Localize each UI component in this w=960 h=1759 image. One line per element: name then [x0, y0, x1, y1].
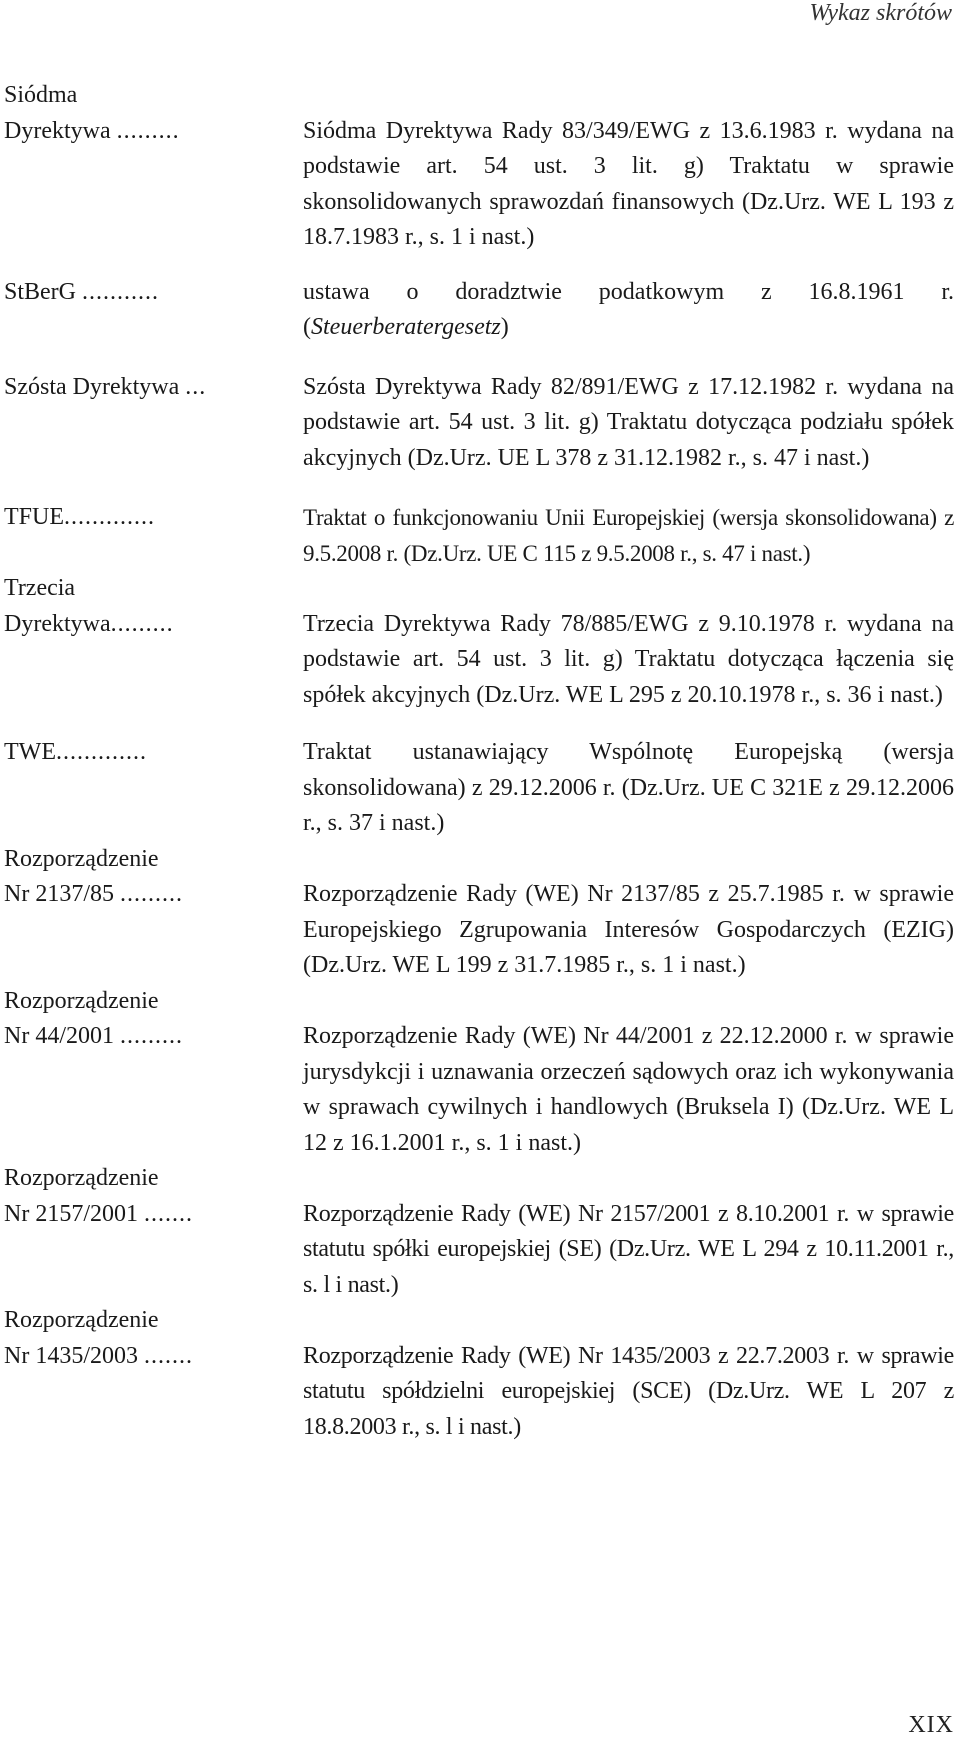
list-item — [4, 370, 954, 477]
leader-dots: ....... — [144, 1200, 193, 1227]
list-item — [4, 1303, 954, 1445]
abbreviation-line: Nr 2137/85 — [4, 881, 114, 907]
leader-dots: ......... — [110, 610, 174, 637]
abbreviation-definition — [303, 842, 954, 984]
abbreviation-term — [4, 370, 303, 477]
abbreviation-term — [4, 500, 303, 571]
definition-text: ) — [500, 314, 509, 340]
list-item — [4, 1161, 954, 1303]
abbreviation-line: Rozporządzenie — [4, 1307, 159, 1333]
definition-text: Traktat ustanawiający Wspólnotę Europejską (wersja skonsolidowana) z 29.12.2006 r. (Dz.Urz. UE C 321E z 29.12.2006 r., s. 37 i nast.) — [303, 739, 954, 836]
abbreviation-term — [4, 984, 303, 1162]
abbreviation-line: Nr 44/2001 — [4, 1023, 114, 1049]
abbreviation-definition — [303, 735, 954, 842]
abbreviation-definition — [303, 275, 954, 346]
definition-text: Rozporządzenie Rady (WE) Nr 2157/2001 z 8.10.2001 r. w sprawie statutu spółki europejskiej (SE) (Dz.Urz. WE L 294 z 10.11.2001 r., s. l i nast.) — [303, 1200, 954, 1298]
leader-dots: ............. — [55, 739, 147, 765]
abbreviation-term — [4, 78, 303, 256]
abbreviation-term — [4, 842, 303, 984]
definition-text: Rozporządzenie Rady (WE) Nr 44/2001 z 22.12.2000 r. w sprawie jurysdykcji i uznawania orzeczeń sądowych oraz ich wykonywania w sprawach cywilnych i handlowych (Bruksela I) (Dz.Urz. WE L 12 z 16.1.2001 r., s. 1 i nast.) — [303, 1023, 954, 1156]
list-item — [4, 78, 954, 256]
abbreviation-line: Dyrektywa — [4, 117, 111, 144]
abbreviation-line: StBerG — [4, 278, 76, 305]
list-item — [4, 571, 954, 713]
abbreviation-line: TWE — [4, 739, 56, 765]
leader-dots: ... — [185, 373, 207, 400]
definition-text: Trzecia Dyrektywa Rady 78/885/EWG z 9.10.1978 r. wydana na podstawie art. 54 ust. 3 lit. g) Traktatu dotycząca łączenia się spółek akcyjnych (Dz.Urz. WE L 295 z 20.10.1978 r., s. 36 i nast.) — [303, 610, 954, 708]
abbreviation-line: Nr 2157/2001 — [4, 1200, 138, 1227]
abbreviation-line: TFUE — [4, 504, 64, 530]
list-item — [4, 842, 954, 984]
definition-text: Traktat o funkcjonowaniu Unii Europejskiej (wersja skonsolidowana) z 9.5.2008 r. (Dz.Urz. UE C 115 z 9.5.2008 r., s. 47 i nast.) — [303, 505, 954, 566]
running-header: Wykaz skrótów — [809, 0, 952, 26]
list-item — [4, 500, 954, 571]
definition-text: Szósta Dyrektywa Rady 82/891/EWG z 17.12.1982 r. wydana na podstawie art. 54 ust. 3 lit. g) Traktatu dotycząca podziału spółek akcyjnych (Dz.Urz. UE L 378 z 31.12.1982 r., s. 47 i nast.) — [303, 373, 954, 471]
abbreviation-line: Rozporządzenie — [4, 845, 159, 872]
abbreviation-line: Szósta Dyrektywa — [4, 373, 180, 400]
abbreviation-definition — [303, 571, 954, 713]
abbreviation-definition — [303, 984, 954, 1162]
leader-dots: ......... — [120, 1023, 183, 1049]
abbreviation-line: Rozporządzenie — [4, 1165, 159, 1191]
abbreviation-definition — [303, 78, 954, 256]
list-item — [4, 984, 954, 1162]
leader-dots: ......... — [116, 117, 180, 144]
abbreviation-list — [4, 78, 954, 1445]
definition-italic-text: Steuerberatergesetz — [311, 314, 501, 340]
abbreviation-line: Dyrektywa — [4, 610, 111, 637]
abbreviation-term — [4, 1161, 303, 1303]
abbreviation-line: Nr 1435/2003 — [4, 1342, 138, 1369]
leader-dots: ............. — [64, 504, 155, 530]
abbreviation-definition — [303, 1161, 954, 1303]
abbreviation-line: Siódma — [4, 82, 78, 108]
definition-text: Rozporządzenie Rady (WE) Nr 2137/85 z 25.7.1985 r. w sprawie Europejskiego Zgrupowania Interesów Gospodarczych (EZIG) (Dz.Urz. WE L 199 z 31.7.1985 r., s. 1 i nast.) — [303, 881, 954, 978]
list-item — [4, 275, 954, 346]
abbreviation-definition — [303, 370, 954, 477]
abbreviation-definition — [303, 1303, 954, 1445]
abbreviation-term — [4, 735, 303, 842]
leader-dots: ........... — [82, 278, 159, 305]
leader-dots: ....... — [144, 1342, 193, 1369]
page-number: XIX — [908, 1712, 954, 1738]
definition-text: Rozporządzenie Rady (WE) Nr 1435/2003 z 22.7.2003 r. w sprawie statutu spółdzielni europejskiej (SCE) (Dz.Urz. WE L 207 z 18.8.2003 r., s. l i nast.) — [303, 1342, 954, 1440]
abbreviation-term — [4, 275, 303, 346]
definition-text: Siódma Dyrektywa Rady 83/349/EWG z 13.6.1983 r. wydana na podstawie art. 54 ust. 3 lit. g) Traktatu w sprawie skonsolidowanych sprawozdań finansowych (Dz.Urz. WE L 193 z 18.7.1983 r., s. 1 i nast.) — [303, 117, 954, 250]
abbreviation-term — [4, 571, 303, 713]
list-item — [4, 735, 954, 842]
abbreviation-term — [4, 1303, 303, 1445]
definition-text: ustawa o doradztwie podatkowym z 16.8.1961 r. ( — [303, 278, 954, 340]
leader-dots: ......... — [120, 881, 183, 907]
abbreviation-definition — [303, 500, 954, 571]
abbreviation-line: Trzecia — [4, 575, 76, 601]
abbreviation-line: Rozporządzenie — [4, 987, 159, 1014]
